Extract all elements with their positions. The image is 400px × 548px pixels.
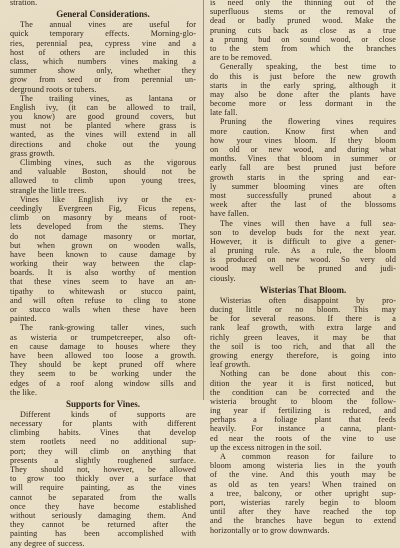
text-line: stem rootlets need no additional sup- xyxy=(10,437,196,447)
text-line: to grow too thickly over a surface that xyxy=(10,474,196,484)
text-line: do this is just before the new growth xyxy=(210,71,396,81)
text-line: until after they have reached the top xyxy=(210,507,396,517)
text-line: and the branches have begun to extend xyxy=(210,516,396,526)
text-line: have fallen. xyxy=(210,209,249,219)
text-line: climb on masonry by means of root- xyxy=(10,213,196,223)
text-line: port; they will climb on anything that xyxy=(10,446,196,456)
text-line: the condition can be corrected and the xyxy=(210,387,396,397)
text-line: leaf growth. xyxy=(210,360,251,370)
text-line: wood may well be pruned and judi- xyxy=(210,264,396,274)
text-line: growing energy therefore, is going into xyxy=(210,350,396,360)
text-line: ries, perennial pea, cypress vine and a xyxy=(10,38,196,48)
text-line: ed near the roots of the vine to use xyxy=(210,433,396,443)
text-line: edges of a roof along window sills and xyxy=(10,378,196,388)
text-line: and valuable Boston, should not be xyxy=(10,167,196,177)
text-line: late fall. xyxy=(210,108,238,118)
text-line: early fall are best pruned just before xyxy=(210,163,396,173)
text-line: lets developed from the stems. They xyxy=(10,222,196,232)
text-line: The annual vines are useful for xyxy=(20,20,196,30)
text-line: of the vine. And this youth may be xyxy=(210,470,396,480)
text-line: working their way between the clap- xyxy=(10,259,196,269)
text-line: are to be removed. xyxy=(210,53,273,63)
text-line: ducing little or no bloom. This may xyxy=(210,305,396,314)
text-line: en cause damage to houses where they xyxy=(10,341,196,351)
text-line: derground roots or tubers. xyxy=(10,84,97,94)
text-line: ceedingly Evergreen Fig, Ficus repens, xyxy=(10,203,196,213)
text-line: ing year if fertilizing is reduced, and xyxy=(210,406,396,416)
section-heading: Wisterias That Bloom. xyxy=(259,284,347,295)
text-line: must not be planted where grass is xyxy=(10,121,196,131)
text-line: is produced on new wood. So very old xyxy=(210,255,396,265)
text-line: directions and choke out the young xyxy=(10,139,196,149)
text-line: Different kinds of supports are xyxy=(20,409,196,419)
text-line: cannot be separated from the walls xyxy=(10,492,196,502)
text-line: allowed to climb upon young trees, xyxy=(10,176,196,186)
text-line: English ivy, (it can be allowed to trail, xyxy=(10,102,196,112)
text-line: quick temporary effects. Morning-glo- xyxy=(10,29,196,39)
right-column xyxy=(210,0,396,535)
text-line: a tree, balcony, or other upright sup- xyxy=(210,488,396,498)
text-line: summer show only, whether they xyxy=(10,66,196,76)
text-line: Generally speaking, the best time to xyxy=(220,62,396,72)
text-line: ly summer blooming vines are often xyxy=(210,181,396,191)
text-line: son to develop buds for the next year. xyxy=(210,227,396,237)
text-line: ciously. xyxy=(210,273,236,283)
text-line: they seem to be working under the xyxy=(10,369,196,379)
text-line: rank leaf growth, with extra large and xyxy=(210,323,396,333)
text-line: superfluous stems or the removal of xyxy=(210,7,396,17)
text-line: stration. xyxy=(10,0,38,7)
text-line: months. Vines that bloom in summer or xyxy=(210,154,396,164)
text-line: and will often refuse to cling to stone xyxy=(10,295,196,305)
text-line: presents a slightly roughened surface. xyxy=(10,455,196,465)
section-heading: Supports for Vines. xyxy=(65,398,141,409)
text-line: or stucco walls when these have been xyxy=(10,305,196,314)
text-line: wisteria brought to bloom the follow- xyxy=(210,396,396,406)
text-line: horizontally or to grow downwards. xyxy=(210,525,330,535)
text-line: Nothing can be done about this con- xyxy=(220,369,396,379)
text-line: up the excess nitrogen in the soil. xyxy=(210,442,322,452)
text-line: strangle the little trees. xyxy=(10,185,87,195)
text-line: boards. It is also worthy of mention xyxy=(10,268,196,278)
text-line: Pruning the flowering vines requires xyxy=(220,117,396,127)
text-line: However, it is difficult to give a gener- xyxy=(210,236,396,246)
text-line: wanted, as the vines will extend in all xyxy=(10,130,196,140)
text-line: grow from seed or from perennial un- xyxy=(10,75,196,85)
text-line: starts in the early spring, although it xyxy=(210,80,396,90)
text-line: tipathy to whitewash or stucco paint, xyxy=(10,286,196,296)
text-line: as old as ten years! When trained on xyxy=(210,479,396,489)
text-line: Climbing vines, such as the vigorous xyxy=(20,158,196,167)
text-line: A common reason for failure to xyxy=(220,452,396,461)
text-line: grass growth. xyxy=(10,148,55,158)
text-line: to the stem from which the branches xyxy=(210,43,396,53)
text-line: be for several reasons. If there is a xyxy=(210,314,396,324)
text-line: but when grown on wooden walls, xyxy=(10,240,196,250)
text-line: The vines will then have a full sea- xyxy=(220,218,396,228)
text-line: without seriously damaging them. And xyxy=(10,510,196,520)
text-line: They should be kept pruned off where xyxy=(10,360,196,370)
text-line: painted. xyxy=(10,314,37,324)
text-line: you know) are good ground covers, but xyxy=(10,112,196,122)
text-line: any degree of success. xyxy=(10,538,85,548)
text-line: growth starts in the spring and ear- xyxy=(210,172,396,182)
text-line: that these vines seem to have an an- xyxy=(10,277,196,287)
text-line: week after the last of the blossoms xyxy=(210,200,396,210)
text-line: painting has been accomplished with xyxy=(10,529,196,539)
text-line: dead or badly pruned wood. Make the xyxy=(210,16,396,26)
left-column xyxy=(10,0,196,548)
text-line: they cannot be returned after the xyxy=(10,520,196,530)
text-line: climbing habits. Vines that develop xyxy=(10,428,196,438)
text-line: port, wisterias rarely begin to bloom xyxy=(210,497,396,507)
text-line: necessary for plants with different xyxy=(10,419,196,429)
column-divider xyxy=(203,0,204,400)
text-line: more caution. Know first when and xyxy=(210,126,396,136)
text-line: a prunng bud on sound wood, or close xyxy=(210,34,396,44)
text-line: on old or new wood, and during what xyxy=(210,145,396,154)
text-line: Vines like English ivy or the ex- xyxy=(20,194,196,204)
text-line: will require painting, as the vines xyxy=(10,483,196,493)
text-line: host of others are included in this xyxy=(10,47,196,57)
text-line: richly green leaves, it may be that xyxy=(210,332,396,342)
text-line: once they have become established xyxy=(10,501,196,511)
section-heading: General Considerations. xyxy=(56,9,150,20)
text-line: how your vines bloom. If they bloom xyxy=(210,135,396,145)
text-line: become more or less dormant in the xyxy=(210,99,396,109)
text-line: may also be done after the plants have xyxy=(210,89,396,99)
text-line: pruning cuts back as close as a true xyxy=(210,25,396,35)
text-line: the like. xyxy=(10,387,37,397)
text-line: perhaps a foliage plant that feeds xyxy=(210,415,396,425)
text-line: is need only the thinning out of the xyxy=(210,0,396,7)
text-line: The trailing vines, as lantana or xyxy=(20,93,196,103)
text-line: al pruning rule. As a rule, the bloom xyxy=(210,246,396,256)
text-line: as wisteria or trumpetcreeper, also oft- xyxy=(10,332,196,342)
text-line: bloom among wisteria lies in the youth xyxy=(210,461,396,471)
text-line: dition the year it is first noticed, but xyxy=(210,378,396,388)
text-line: They should not, however, be allowed xyxy=(10,465,196,474)
text-line: The rank-growing taller vines, such xyxy=(20,323,196,333)
text-line: Wisterias often disappoint by pro- xyxy=(220,295,396,305)
text-line: most successfully pruned about a xyxy=(210,190,396,200)
text-line: the soil is too rich, and that all the xyxy=(210,341,396,351)
text-line: do not damage masonry or mortar, xyxy=(10,231,196,241)
text-line: have been allowed too loose a growth. xyxy=(10,350,196,360)
text-line: heavily. For instance a canna, plant- xyxy=(210,424,396,434)
text-line: have been known to cause damage by xyxy=(10,249,196,259)
text-line: class, which numbers vines making a xyxy=(10,56,196,66)
